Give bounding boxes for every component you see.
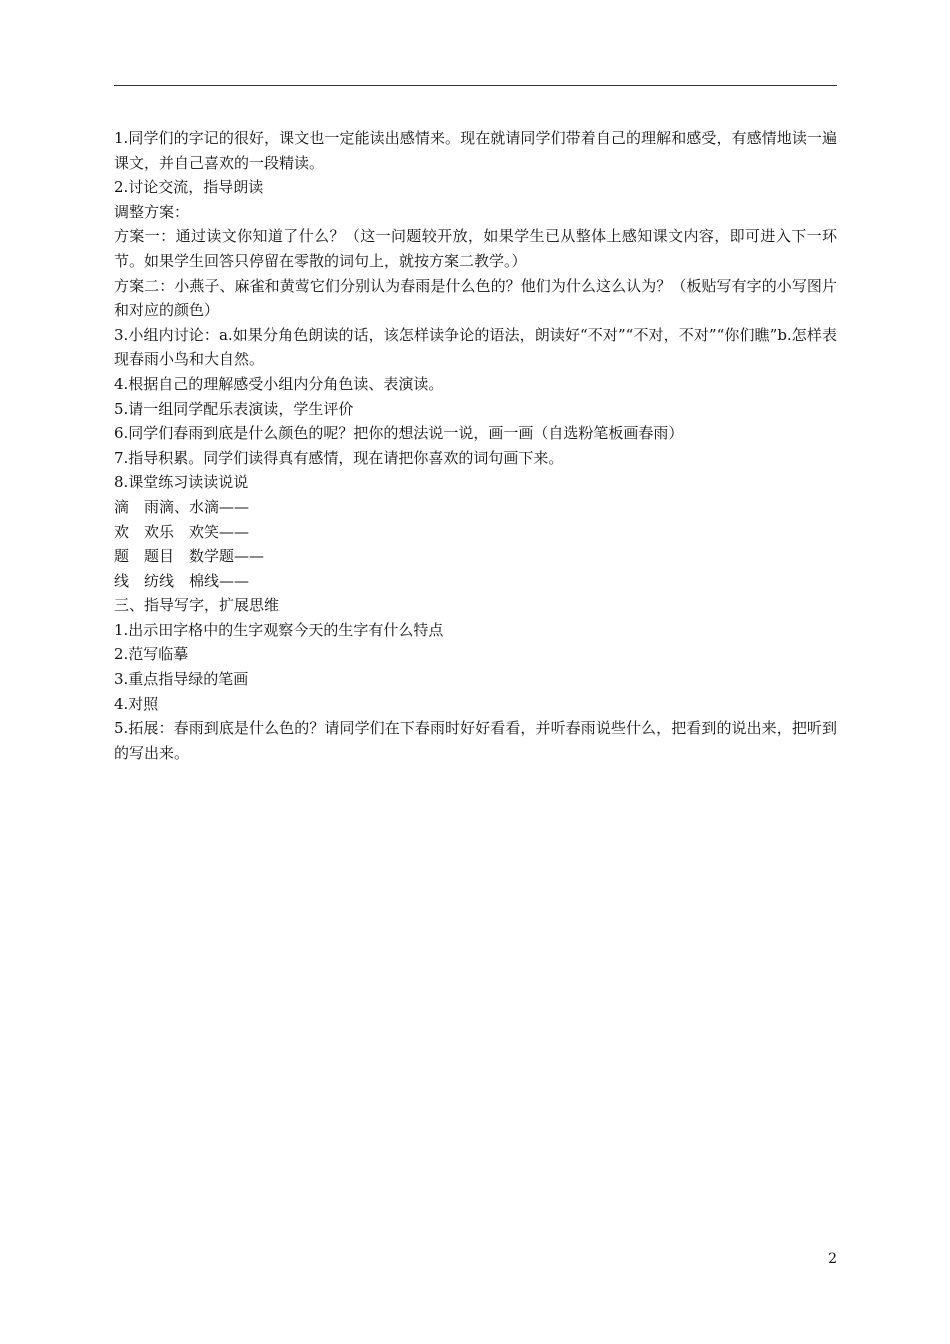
- paragraph: 4.对照: [114, 694, 159, 713]
- page-number: 2: [828, 1251, 837, 1267]
- paragraph: 调整方案：: [114, 202, 190, 221]
- paragraph: 5.拓展：春雨到底是什么色的？请同学们在下春雨时好好看看，并听春雨说些什么，把看到的说出来，把听到的写出来。: [114, 719, 837, 762]
- lesson-body: [114, 126, 837, 765]
- paragraph: 题 题目 数学题——: [114, 547, 265, 566]
- header-rule: [114, 85, 837, 86]
- paragraph: 1.同学们的字记的很好，课文也一定能读出感情来。现在就请同学们带着自己的理解和感受，有感情地读一遍课文，并自己喜欢的一段精读。: [114, 129, 837, 172]
- paragraph: 7.指导积累。同学们读得真有感情，现在请把你喜欢的词句画下来。: [114, 448, 564, 467]
- paragraph: 方案二：小燕子、麻雀和黄莺它们分别认为春雨是什么色的？他们为什么这么认为？（板贴写有字的小写图片和对应的颜色）: [114, 276, 837, 320]
- paragraph: 1.出示田字格中的生字观察今天的生字有什么特点: [114, 620, 444, 639]
- paragraph: 三、指导写字，扩展思维: [114, 596, 280, 615]
- paragraph: 5.请一组同学配乐表演读，学生评价: [114, 399, 354, 418]
- paragraph: 2.讨论交流，指导朗读: [114, 178, 264, 197]
- paragraph: 2.范写临摹: [114, 645, 189, 664]
- paragraph: 6.同学们春雨到底是什么颜色的呢？把你的想法说一说，画一画（自选粉笔板画春雨）: [114, 424, 684, 443]
- paragraph: 方案一：通过读文你知道了什么？（这一问题较开放，如果学生已从整体上感知课文内容，即可进入下一环节。如果学生回答只停留在零散的词句上，就按方案二教学。）: [114, 227, 837, 270]
- paragraph: 4.根据自己的理解感受小组内分角色读、表演读。: [114, 374, 444, 393]
- paragraph: 8.课堂练习读读说说: [114, 473, 249, 492]
- paragraph: 线 纺线 棉线——: [114, 571, 250, 590]
- paragraph: 3.小组内讨论：a.如果分角色朗读的话，该怎样读争论的语法，朗读好“不对”“不对，不对”“你们瞧”b.怎样表现春雨小鸟和大自然。: [114, 325, 837, 369]
- paragraph: 3.重点指导绿的笔画: [114, 670, 249, 689]
- paragraph: 滴 雨滴、水滴——: [114, 497, 250, 516]
- paragraph: 欢 欢乐 欢笑——: [114, 522, 250, 541]
